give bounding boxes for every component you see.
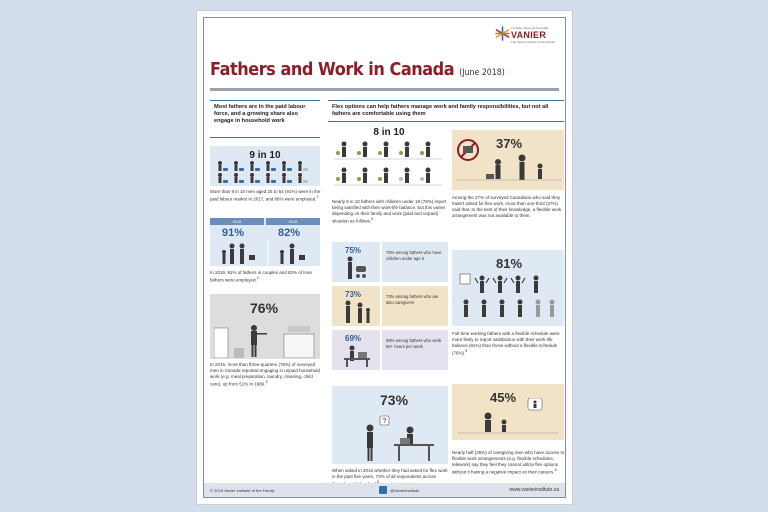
eight-in-ten-body: Nearly 8 in 10 fathers with children under 18 (78%) report being satisfied with their work-life balance, but this varies depending on their family and work (paid and unpaid) situation as follows: [332,199,447,224]
household-work-text [210,362,322,388]
footnote-1: 1 [316,195,319,200]
footer-bar [204,483,565,497]
flex-not-available-text: Among the 27% of surveyed Canadians who said they hadn't asked for flex work, more than one-third (37%) said that, to the best of their knowledge, a flexible work arrangement was not available to them. [452,195,562,219]
flex-schedule-percent: 81% [496,256,523,271]
no-flex-scene-icon [456,136,562,188]
eight-in-ten-figure: 8 in 10 [373,127,405,138]
flex-not-available-panel [452,130,564,190]
year-tag-lone: 2016 [266,218,320,225]
logo-tagline: The Vanier Institute of the Family [511,40,555,44]
asked-flex-work-panel [332,386,448,464]
children-under-5-text: 75% among fathers who have children under age 5 [386,250,442,261]
flex-schedule-panel [452,250,564,326]
footnote-3: 3 [265,380,268,385]
page-title [210,60,505,80]
flex-request-scene-icon [342,414,438,462]
footer-copyright: © 2018 Vanier Institute of the Family [210,488,275,493]
caregiving-father-icon [458,398,558,438]
caregivers-text: 73% among fathers who are also caregivers [386,294,439,305]
long-hours-caption-box [382,330,448,370]
employment-panel [210,218,320,266]
twitter-icon[interactable] [379,486,387,494]
flex-career-impact-percent: 45% [490,390,517,405]
children-under-5-percent: 75% [345,246,362,255]
footnote-5b: 5 [465,349,468,354]
children-under-5-caption-box [382,242,448,282]
year-tag-couples: 2016 [210,218,264,225]
flex-schedule-text [452,331,566,357]
footer-website-link[interactable]: www.vanierinstitute.ca [509,487,559,493]
flex-not-available-percent: 37% [496,136,523,151]
fathers-with-strollers-icon [212,160,318,186]
satisfied-fathers-icon [458,272,558,324]
left-column-heading: Most fathers are in the paid labour force, and a growing share also engage in household work [210,100,320,138]
lone-employed-percent: 82% [278,227,301,239]
svg-text:?: ? [382,418,387,425]
long-hours-text: 69% among fathers who work 50+ hours per week [386,338,442,349]
footnote-6: 6 [554,468,557,473]
logo-french-name: L'Institut Vanier de la famille [511,26,549,30]
infographic-poster [196,10,573,505]
father-at-desk-icon [340,344,374,368]
couples-employed-percent: 91% [222,227,245,239]
middle-column-heading: Flex options can help fathers manage work and family responsibilities, but not all fathers are comfortable using them [328,100,564,122]
household-work-percent: 76% [250,300,279,316]
nine-in-ten-panel [210,146,320,186]
caregivers-caption-box [382,286,448,326]
flex-career-impact-text [452,450,566,476]
kitchen-scene-icon [214,318,316,358]
logo-wordmark: VANIER [511,30,547,40]
title-rule [210,88,559,91]
father-with-stroller-icon [342,256,372,280]
family-figures-icon [216,240,316,266]
household-work-panel [210,294,320,359]
poster-frame [203,17,566,498]
title-text: Fathers and Work in Canada [210,60,455,80]
asked-flex-work-percent: 73% [380,392,409,408]
asked-flex-work-body: When asked in 2016 whether they had asked for flex work in the past five years, 73% of all respondents across [332,468,448,480]
caregivers-percent: 73% [345,290,362,299]
footer-twitter-handle[interactable]: @VanierInstitute [390,488,420,493]
nine-in-ten-text [210,189,322,203]
footnote-2: 2 [256,276,259,281]
long-hours-percent: 69% [345,334,362,343]
long-hours-panel [332,330,380,370]
flex-schedule-body: Full-time working fathers with a flexible schedule were more likely to report satisfaction with their work-life balance (81%) than those without a flexible schedule (76%). [452,331,560,356]
employment-body: In 2016, 91% of fathers in couples and 82% of lone fathers were employed. [210,270,312,283]
household-work-body: In 2015, more than three-quarters (76%) of surveyed men in Canada reported engaging in unpaid household work (e.g. meal preparation, laundry, cleaning, child care), up from 51% in 1986. [210,362,320,387]
snowflake-icon [495,26,510,41]
flex-career-impact-panel [452,384,564,440]
nine-in-ten-body: More than 9 in 10 men aged 25 to 54 (91%) were in the paid labour market in 2017, and 86% were employed. [210,189,321,202]
employment-text [210,270,322,284]
eight-in-ten-text [332,199,448,225]
fathers-with-children-icon [334,140,444,194]
caregivers-panel [332,286,380,326]
flex-career-impact-body: Nearly half (45%) of caregiving men who have access to flexible work arrangements (e.g. flexible schedules, telework) say they feel they cannot utilize flex options without it having a negative impact on their careers. [452,450,565,475]
caregiver-figures-icon [340,300,374,324]
vanier-logo [495,24,555,50]
children-under-5-panel [332,242,380,282]
title-date: (June 2018) [459,68,505,78]
footnote-4: 4 [371,217,374,222]
nine-in-ten-figure: 9 in 10 [249,150,281,161]
